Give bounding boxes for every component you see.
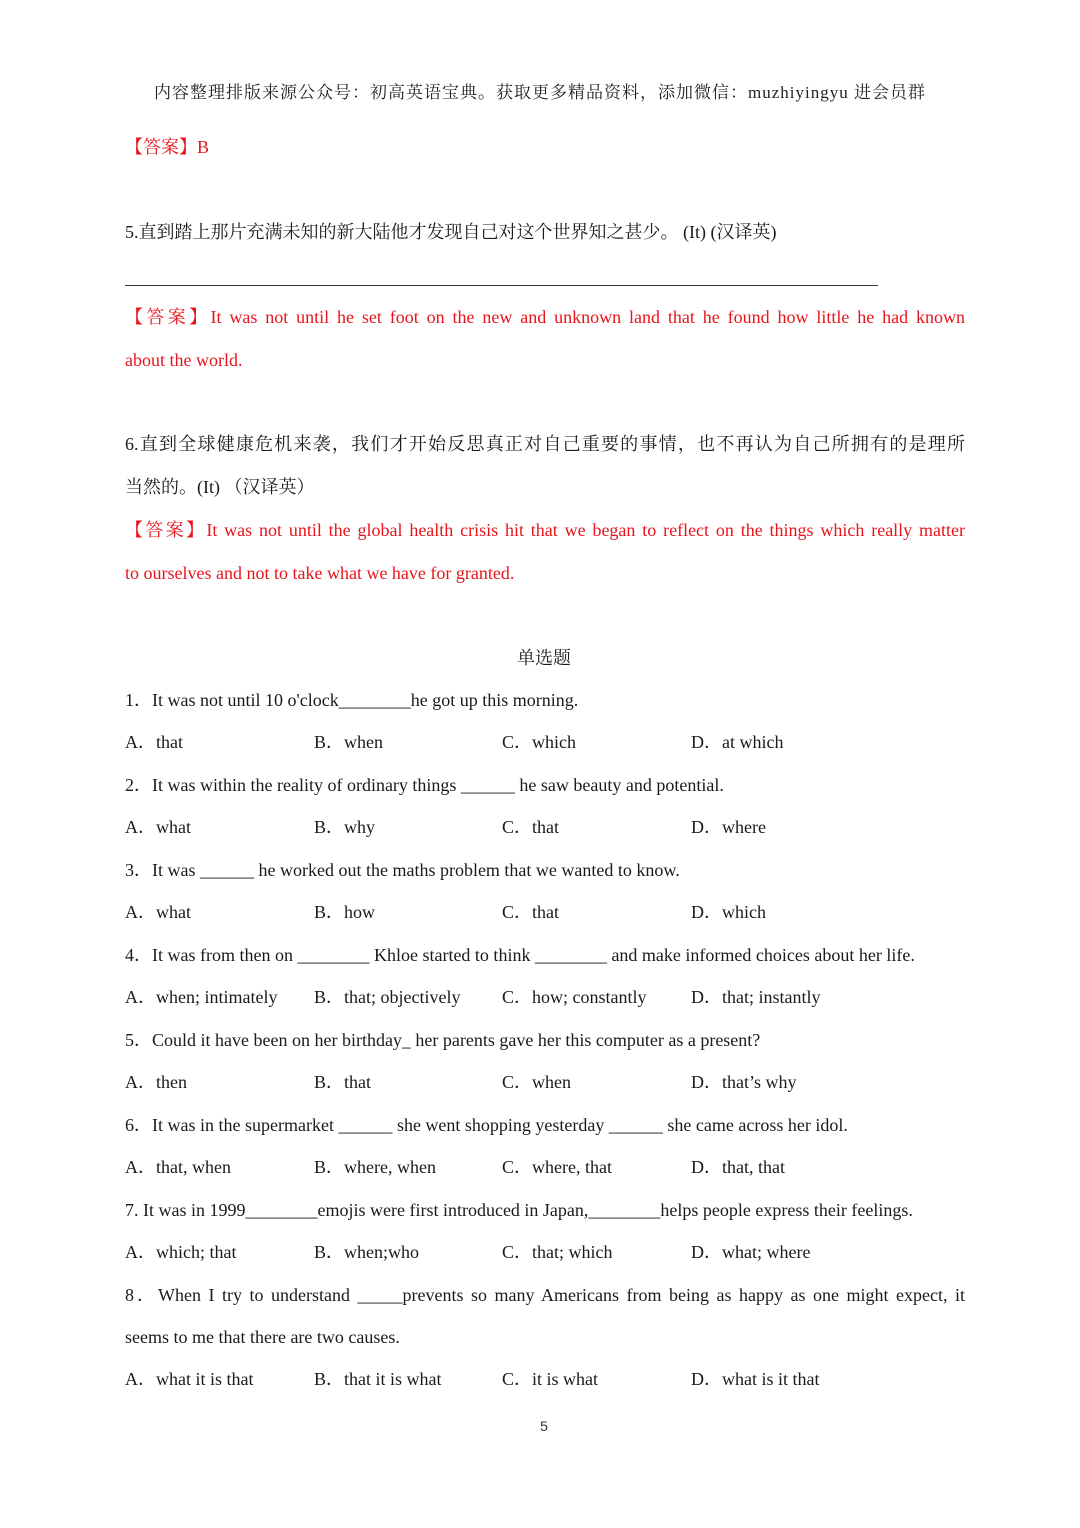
mc-q1-option-c: C．which bbox=[502, 732, 576, 752]
mc-q8-stem-line1: 8．When I try to understand _____prevents so many Americans from being as happy as one might expect, it bbox=[125, 1285, 965, 1305]
mc-q1-options bbox=[125, 729, 1005, 755]
mc-q3-option-a: A．what bbox=[125, 902, 191, 922]
section-title: 单选题 bbox=[517, 648, 571, 668]
mc-q2-option-a: A．what bbox=[125, 817, 191, 837]
mc-q6-options bbox=[125, 1154, 1005, 1180]
mc-q2-option-b: B．why bbox=[314, 817, 376, 837]
mc-q5-option-a: A．then bbox=[125, 1072, 187, 1092]
mc-q8-option-c: C．it is what bbox=[502, 1369, 599, 1389]
mc-q7-options bbox=[125, 1239, 1005, 1265]
mc-q2-option-d: D．where bbox=[691, 817, 766, 837]
mc-q1-option-a: A．that bbox=[125, 732, 183, 752]
mc-q1-option-d: D．at which bbox=[691, 732, 784, 752]
q5-prompt: 5.直到踏上那片充满未知的新大陆他才发现自己对这个世界知之甚少。 (It) (汉译英) bbox=[125, 222, 777, 242]
mc-q7-option-a: A．which; that bbox=[125, 1242, 237, 1262]
mc-q7-option-b: B．when;who bbox=[314, 1242, 419, 1262]
mc-q1-option-b: B．when bbox=[314, 732, 383, 752]
mc-q8-option-b: B．that it is what bbox=[314, 1369, 442, 1389]
mc-q6-option-a: A．that, when bbox=[125, 1157, 231, 1177]
mc-q7-option-c: C．that; which bbox=[502, 1242, 613, 1262]
mc-q4-option-d: D．that; instantly bbox=[691, 987, 821, 1007]
mc-q1-stem: 1．It was not until 10 o'clock________he got up this morning. bbox=[125, 690, 579, 710]
q6-prompt-line2: 当然的。(It) （汉译英） bbox=[125, 477, 315, 497]
mc-q2-option-c: C．that bbox=[502, 817, 559, 837]
q5-answer-line1: 【答案】It was not until he set foot on the new and unknown land that he found how little he had known bbox=[125, 307, 965, 327]
mc-q5-option-d: D．that’s why bbox=[691, 1072, 797, 1092]
mc-q6-option-b: B．where, when bbox=[314, 1157, 436, 1177]
q5-answer-line2: about the world. bbox=[125, 350, 243, 370]
mc-q4-option-c: C．how; constantly bbox=[502, 987, 647, 1007]
mc-q8-option-a: A．what it is that bbox=[125, 1369, 254, 1389]
answer-blank-line bbox=[125, 285, 878, 286]
mc-q2-stem: 2．It was within the reality of ordinary things ______ he saw beauty and potential. bbox=[125, 775, 724, 795]
mc-q5-stem: 5．Could it have been on her birthday_ her parents gave her this computer as a present? bbox=[125, 1030, 761, 1050]
mc-q4-options bbox=[125, 984, 1005, 1010]
mc-q6-stem: 6．It was in the supermarket ______ she went shopping yesterday ______ she came across her idol. bbox=[125, 1115, 848, 1135]
mc-q3-option-d: D．which bbox=[691, 902, 766, 922]
answer-b: 【答案】B bbox=[125, 137, 210, 157]
mc-q5-option-c: C．when bbox=[502, 1072, 571, 1092]
mc-q6-option-d: D．that, that bbox=[691, 1157, 785, 1177]
mc-q7-stem: 7. It was in 1999________emojis were first introduced in Japan,________helps people express their feelings. bbox=[125, 1200, 913, 1220]
mc-q4-option-a: A．when; intimately bbox=[125, 987, 278, 1007]
q6-answer-line2: to ourselves and not to take what we have for granted. bbox=[125, 563, 515, 583]
mc-q3-option-c: C．that bbox=[502, 902, 559, 922]
mc-q4-option-b: B．that; objectively bbox=[314, 987, 461, 1007]
mc-q2-options bbox=[125, 814, 1005, 840]
mc-q5-option-b: B．that bbox=[314, 1072, 371, 1092]
mc-q3-stem: 3．It was ______ he worked out the maths problem that we wanted to know. bbox=[125, 860, 680, 880]
q6-answer-line1: 【答案】It was not until the global health crisis hit that we began to reflect on the things which really matter bbox=[125, 520, 965, 540]
page-number: 5 bbox=[540, 1418, 548, 1434]
source-header: 内容整理排版来源公众号：初高英语宝典。获取更多精品资料，添加微信：muzhiyingyu 进会员群 bbox=[154, 83, 926, 102]
mc-q6-option-c: C．where, that bbox=[502, 1157, 612, 1177]
mc-q3-options bbox=[125, 899, 1005, 925]
mc-q5-options bbox=[125, 1069, 1005, 1095]
mc-q7-option-d: D．what; where bbox=[691, 1242, 811, 1262]
mc-q8-option-d: D．what is it that bbox=[691, 1369, 820, 1389]
mc-q3-option-b: B．how bbox=[314, 902, 376, 922]
mc-q8-options bbox=[125, 1366, 1005, 1392]
mc-q4-stem: 4．It was from then on ________ Khloe started to think ________ and make informed choices about her life. bbox=[125, 945, 915, 965]
q6-prompt-line1: 6.直到全球健康危机来袭，我们才开始反思真正对自己重要的事情，也不再认为自己所拥有的是理所 bbox=[125, 434, 965, 454]
mc-q8-stem-line2: seems to me that there are two causes. bbox=[125, 1327, 400, 1347]
